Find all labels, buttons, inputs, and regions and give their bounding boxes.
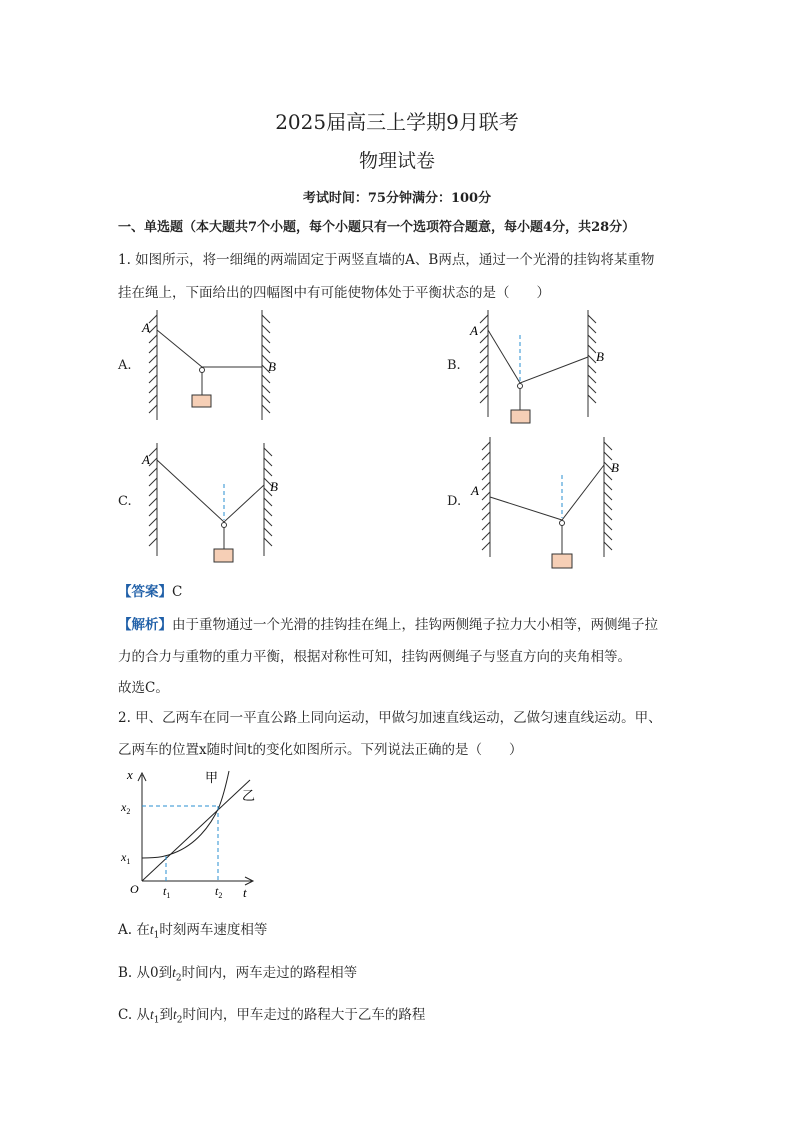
q1b-point-a: A: [470, 323, 478, 338]
x2-label: $x_2$: [121, 800, 131, 816]
y-axis-label: x: [127, 767, 133, 782]
q1d-point-a: A: [471, 483, 479, 498]
t2-label: $t_2$: [215, 884, 223, 900]
q2-option-b[interactable]: B. 从0到$t_2$时间内，两车走过的路程相等: [118, 965, 358, 984]
q1-figure-d: [466, 432, 626, 572]
q2-stem-line1: 2. 甲、乙两车在同一平直公路上同向运动，甲做匀加速直线运动，乙做匀速直线运动。甲、: [118, 710, 662, 726]
q2-option-a[interactable]: A. 在$t_1$时刻两车速度相等: [118, 922, 268, 941]
section-heading: 一、单选题（本大题共7个小题，每个小题只有一个选项符合题意，每小题4分，共28分）: [118, 220, 636, 235]
q1-option-c-label: C.: [118, 494, 132, 509]
answer-value: C: [172, 584, 183, 600]
q1c-point-a: A: [142, 452, 150, 467]
q1-analysis-line1: 【解析】由于重物通过一个光滑的挂钩挂在绳上，挂钩两侧绳子拉力大小相等，两侧绳子拉: [118, 617, 658, 633]
q1-option-a-label: A.: [118, 358, 132, 373]
q2-xt-graph: [115, 765, 265, 900]
q1a-point-a: A: [142, 320, 150, 335]
q1d-point-b: B: [611, 460, 619, 475]
exam-info: 考试时间：75分钟满分：100分: [302, 191, 492, 206]
q1-stem-line1: 1. 如图所示，将一细绳的两端固定于两竖直墙的A、B两点，通过一个光滑的挂钩将某重物: [118, 252, 655, 268]
yi-label: 乙: [242, 788, 256, 803]
q1-answer: [118, 580, 182, 600]
q1b-point-b: B: [596, 349, 604, 364]
q1a-point-b: B: [268, 359, 276, 374]
answer-tag: 【答案】: [118, 584, 172, 600]
q1-analysis-line3: 故选C。: [118, 680, 169, 696]
q1-option-b-label: B.: [447, 358, 461, 373]
q1-analysis-line2: 力的合力与重物的重力平衡，根据对称性可知，挂钩两侧绳子与竖直方向的夹角相等。: [118, 649, 631, 665]
q1-figure-c: [140, 438, 290, 568]
t1-label: $t_1$: [163, 884, 171, 900]
q2-option-c[interactable]: C. 从$t_1$到$t_2$时间内，甲车走过的路程大于乙车的路程: [118, 1007, 426, 1026]
q1-figure-b: [466, 305, 616, 430]
q1-option-d-label: D.: [447, 494, 462, 509]
line-yi: [142, 780, 250, 881]
subject-title: 物理试卷: [358, 150, 435, 172]
q1c-point-b: B: [270, 479, 278, 494]
x-axis-label: t: [243, 885, 247, 900]
origin-label: O: [130, 882, 139, 896]
q1-figure-a: [140, 305, 290, 425]
exam-title: 2025届高三上学期9月联考: [275, 110, 519, 134]
x1-label: $x_1$: [121, 850, 131, 866]
q2-stem-line2: 乙两车的位置x随时间t的变化如图所示。下列说法正确的是（ ）: [118, 742, 523, 758]
jia-label: 甲: [205, 770, 219, 785]
q1-stem-line2: 挂在绳上，下面给出的四幅图中有可能使物体处于平衡状态的是（ ）: [118, 285, 550, 301]
analysis-tag: 【解析】: [118, 617, 172, 633]
